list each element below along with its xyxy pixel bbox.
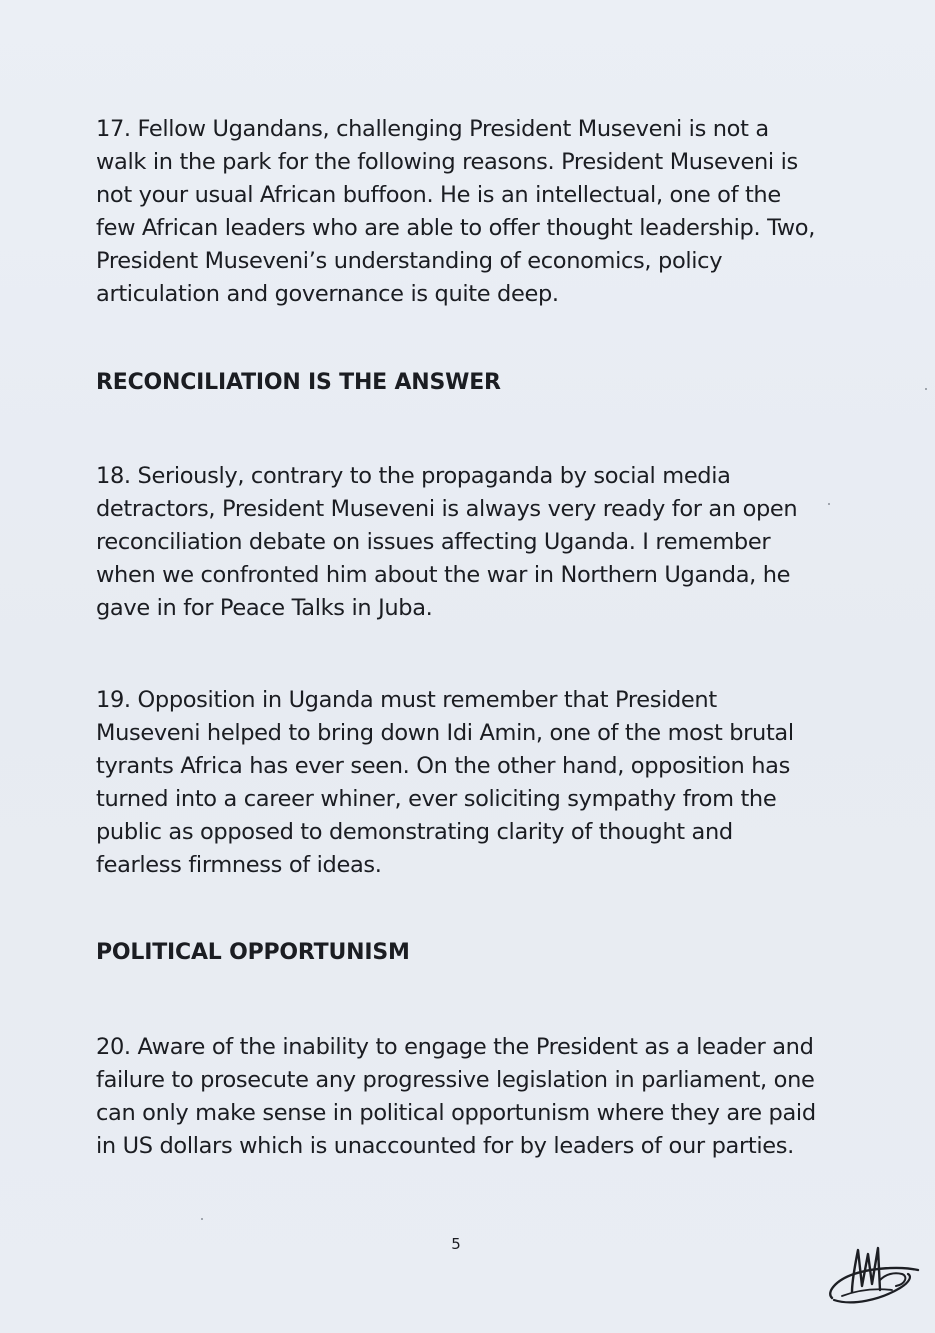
paragraph-19: 19. Opposition in Uganda must remember that President Museveni helped to bring down Idi Amin, one of the most brutal tyrants Africa has ever seen. On the other hand, opposition has turned into a career whiner, ever soliciting sympathy from the public as opposed to demonstrating clarity of thought and fearless firmness of ideas.	[96, 687, 794, 878]
heading-reconciliation: RECONCILIATION IS THE ANSWER	[96, 370, 501, 395]
heading-political-opportunism: POLITICAL OPPORTUNISM	[96, 940, 410, 965]
scan-speck	[925, 388, 927, 390]
scan-speck	[201, 1218, 203, 1220]
paragraph-17: 17. Fellow Ugandans, challenging President Museveni is not a walk in the park for the following reasons. President Museveni is not your usual African buffoon. He is an intellectual, one of the few African leaders who are able to offer thought leadership. Two, President Museveni’s understanding of economics, policy articulation and governance is quite deep.	[96, 116, 816, 307]
paragraph-20: 20. Aware of the inability to engage the President as a leader and failure to prosecute any progressive legislation in parliament, one can only make sense in political opportunism where they are paid in US dollars which is unaccounted for by leaders of our parties.	[96, 1034, 816, 1159]
paragraph-18: 18. Seriously, contrary to the propaganda by social media detractors, President Museveni is always very ready for an open reconciliation debate on issues affecting Uganda. I remember when we confronted him about the war in Northern Uganda, he gave in for Peace Talks in Juba.	[96, 463, 798, 621]
page-number: 5	[451, 1235, 461, 1253]
scan-speck	[828, 503, 830, 505]
signature-image	[822, 1240, 922, 1310]
